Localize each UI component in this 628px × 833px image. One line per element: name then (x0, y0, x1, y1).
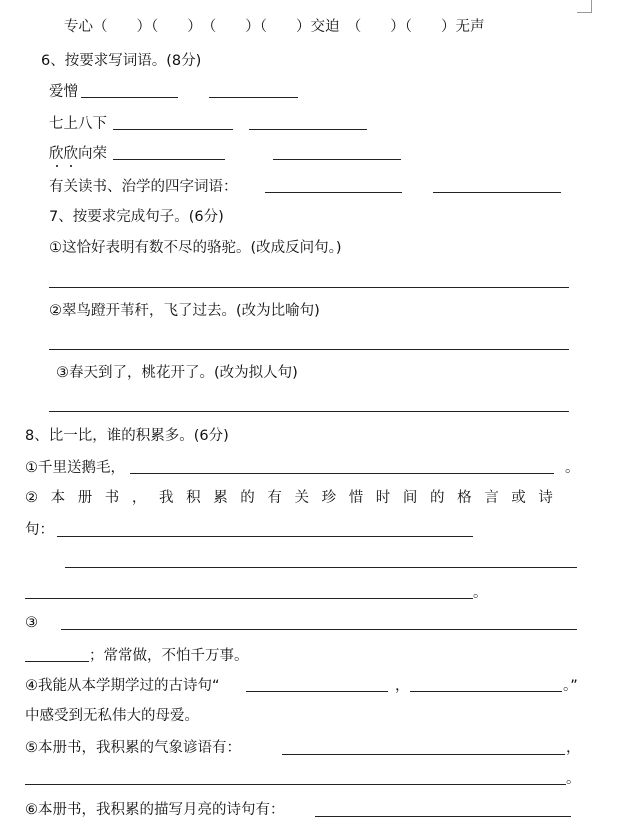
item-3-start: ③ (25, 615, 38, 631)
sentence-2: ②翠鸟蹬开苇秆，飞了过去。(改为比喻句) (49, 303, 320, 319)
item-4-line-2: 中感受到无私伟大的母爱。 (25, 708, 199, 724)
answer-blank[interactable] (25, 661, 89, 662)
answer-blank[interactable] (81, 97, 178, 98)
answer-blank[interactable] (410, 691, 562, 692)
answer-blank[interactable] (209, 97, 298, 98)
answer-blank[interactable] (246, 691, 388, 692)
item-6-line-1: ⑥本册书，我积累的描写月亮的诗句有： (25, 802, 285, 818)
sentence-3: ③春天到了，桃花开了。(改为拟人句) (56, 365, 298, 381)
word-qishangbaxia: 七上八下 (49, 116, 107, 132)
word-aizeng: 爱憎 (49, 84, 78, 100)
item-5-comma: ， (566, 740, 581, 756)
item-5-end: 。 (566, 771, 581, 787)
answer-line[interactable] (61, 629, 577, 630)
item-1-start: ①千里送鹅毛， (25, 460, 125, 476)
item-2-end: 。 (473, 585, 488, 601)
vocabulary-row: 专心（ ）（ ） （ ）（ ）交迫 （ ）（ ）无声 (64, 19, 485, 35)
question-6-heading: 6、按要求写词语。(8分) (41, 53, 202, 69)
emphasis-dot (70, 165, 72, 167)
answer-line[interactable] (49, 411, 569, 412)
answer-blank[interactable] (249, 129, 367, 130)
answer-blank[interactable] (113, 129, 233, 130)
item-4-line-1: ④我能从本学期学过的古诗句“ (25, 678, 220, 694)
item-4-close: 。” (563, 678, 578, 694)
answer-line[interactable] (49, 287, 569, 288)
page-corner-mark (577, 0, 592, 13)
item-2-line-2: 句： (25, 522, 54, 538)
item-4-comma: ， (395, 678, 410, 694)
answer-blank[interactable] (315, 816, 571, 817)
sentence-1: ①这恰好表明有数不尽的骆驼。(改成反问句。) (49, 240, 342, 256)
item-2-line-1: ②本册书，我积累的有关珍惜时间的格言或诗 (25, 490, 566, 506)
reading-idioms-prompt: 有关读书、治学的四字词语： (49, 179, 238, 195)
answer-blank[interactable] (282, 754, 565, 755)
answer-blank[interactable] (57, 536, 473, 537)
answer-blank[interactable] (130, 473, 554, 474)
item-1-end: 。 (565, 460, 580, 476)
answer-line[interactable] (25, 598, 473, 599)
answer-blank[interactable] (113, 159, 225, 160)
answer-blank[interactable] (433, 192, 561, 193)
answer-blank[interactable] (265, 192, 402, 193)
word-xinxinxiangrong: 欣欣向荣 (49, 146, 107, 162)
item-3-rest: ；常常做，不怕千万事。 (89, 648, 249, 664)
question-8-heading: 8、比一比，谁的积累多。(6分) (25, 428, 229, 444)
answer-line[interactable] (65, 567, 577, 568)
answer-line[interactable] (25, 784, 566, 785)
item-5-line-1: ⑤本册书，我积累的气象谚语有： (25, 740, 241, 756)
question-7-heading: 7、按要求完成句子。(6分) (49, 209, 224, 225)
answer-line[interactable] (49, 349, 569, 350)
emphasis-dot (56, 165, 58, 167)
answer-blank[interactable] (273, 159, 401, 160)
